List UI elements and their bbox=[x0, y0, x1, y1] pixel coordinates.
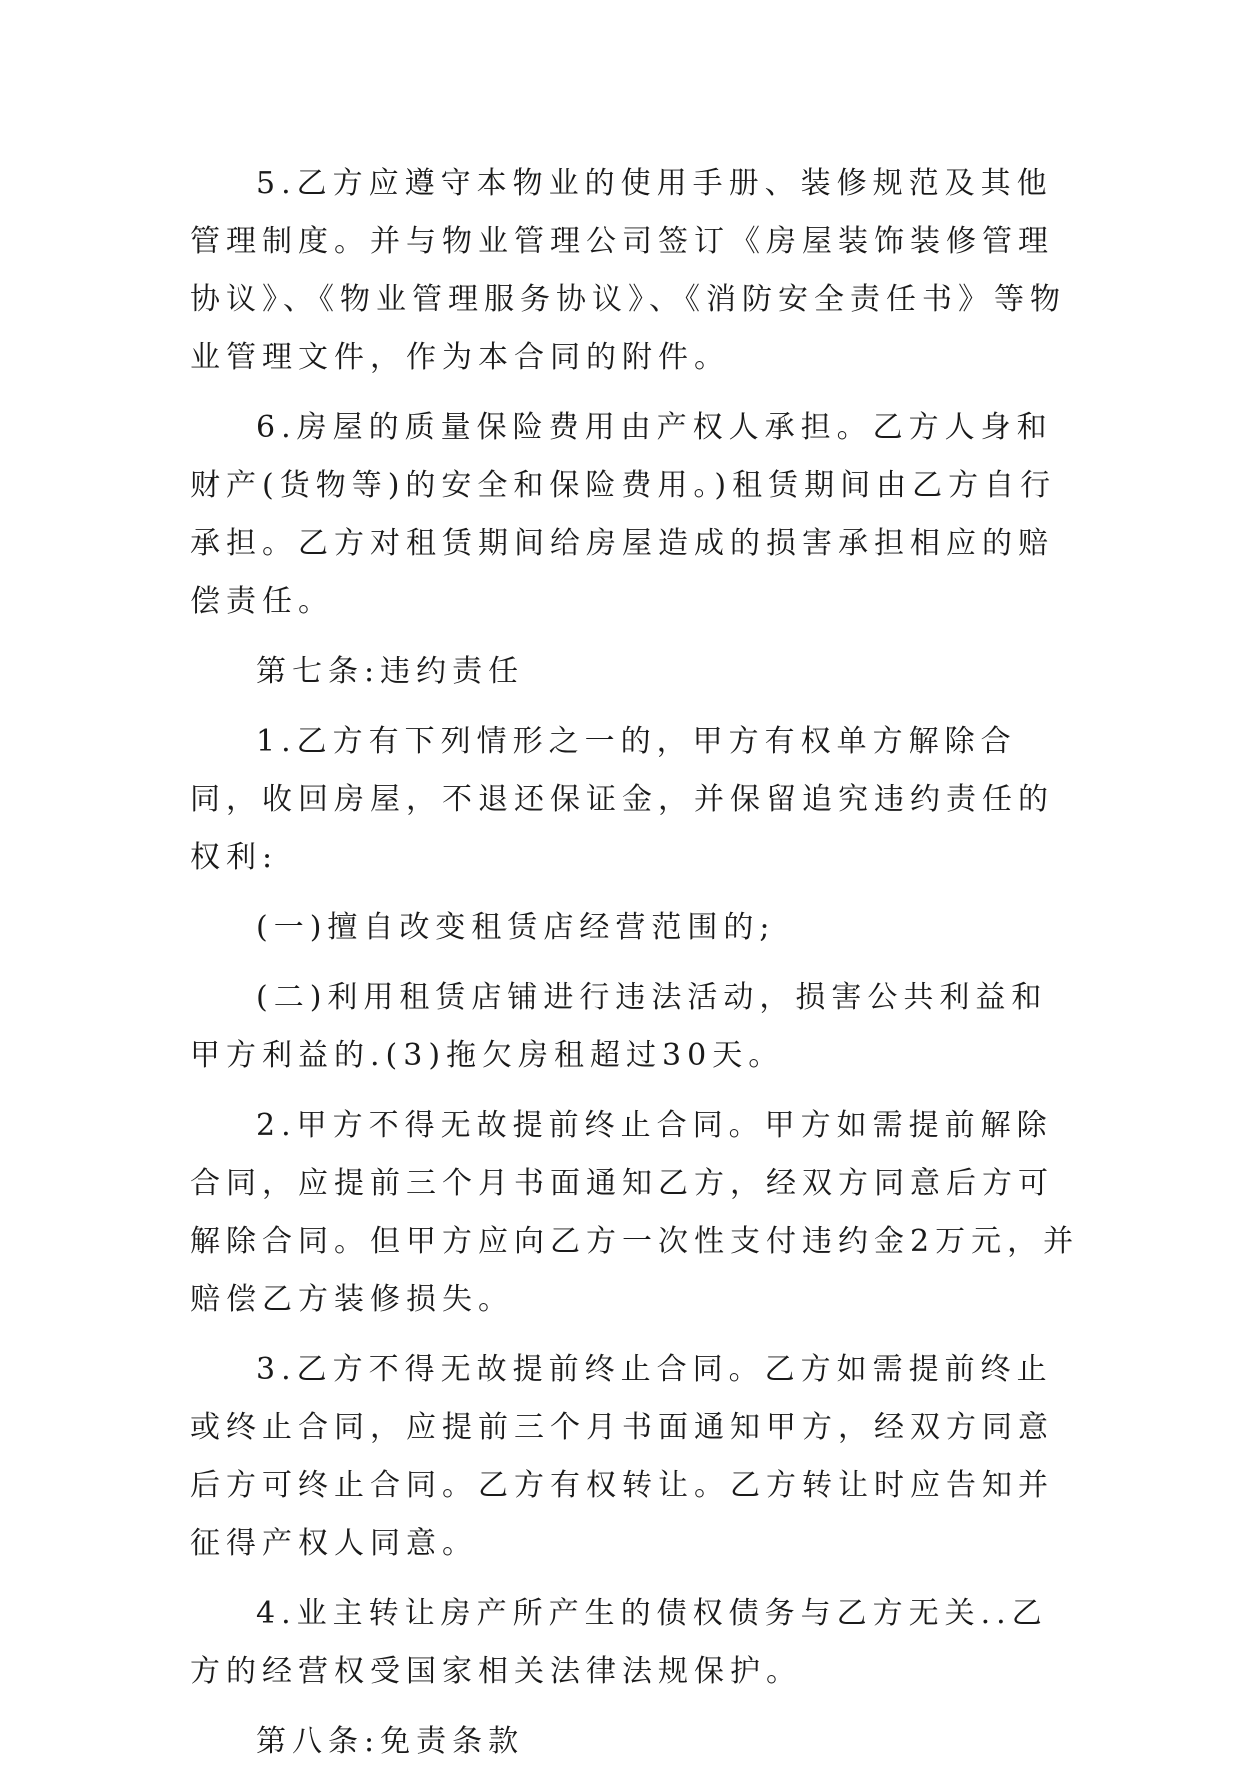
document-page bbox=[190, 155, 1080, 1783]
paragraph-clause-5: 5.乙方应遵守本物业的使用手册、装修规范及其他管理制度。并与物业管理公司签订《房屋装饰装修管理协议》、《物业管理服务协议》、《消防安全责任书》等物业管理文件，作为本合同的附件。 bbox=[190, 166, 1066, 375]
paragraph-clause-6: 6.房屋的质量保险费用由产权人承担。乙方人身和财产(货物等)的安全和保险费用。)租赁期间由乙方自行承担。乙方对租赁期间给房屋造成的损害承担相应的赔偿责任。 bbox=[190, 410, 1057, 619]
heading-article-8: 第八条:免责条款 bbox=[256, 1724, 525, 1759]
paragraph-breach-1-item-2: (二)利用租赁店铺进行违法活动，损害公共利益和甲方利益的.(3)拖欠房租超过30天。 bbox=[190, 980, 1048, 1073]
paragraph-breach-1: 1.乙方有下列情形之一的，甲方有权单方解除合同，收回房屋，不退还保证金，并保留追究违约责任的权利: bbox=[190, 724, 1054, 875]
paragraph-breach-1-item-1: (一)擅自改变租赁店经营范围的; bbox=[256, 910, 776, 945]
paragraph-breach-4: 4.业主转让房产所产生的债权债务与乙方无关..乙方的经营权受国家相关法律法规保护。 bbox=[190, 1596, 1048, 1689]
paragraph-breach-2: 2.甲方不得无故提前终止合同。甲方如需提前解除合同，应提前三个月书面通知乙方，经双方同意后方可解除合同。但甲方应向乙方一次性支付违约金2万元，并赔偿乙方装修损失。 bbox=[190, 1108, 1080, 1317]
heading-article-7: 第七条:违约责任 bbox=[256, 654, 525, 689]
paragraph-breach-3: 3.乙方不得无故提前终止合同。乙方如需提前终止或终止合同，应提前三个月书面通知甲方，经双方同意后方可终止合同。乙方有权转让。乙方转让时应告知并征得产权人同意。 bbox=[190, 1352, 1054, 1561]
